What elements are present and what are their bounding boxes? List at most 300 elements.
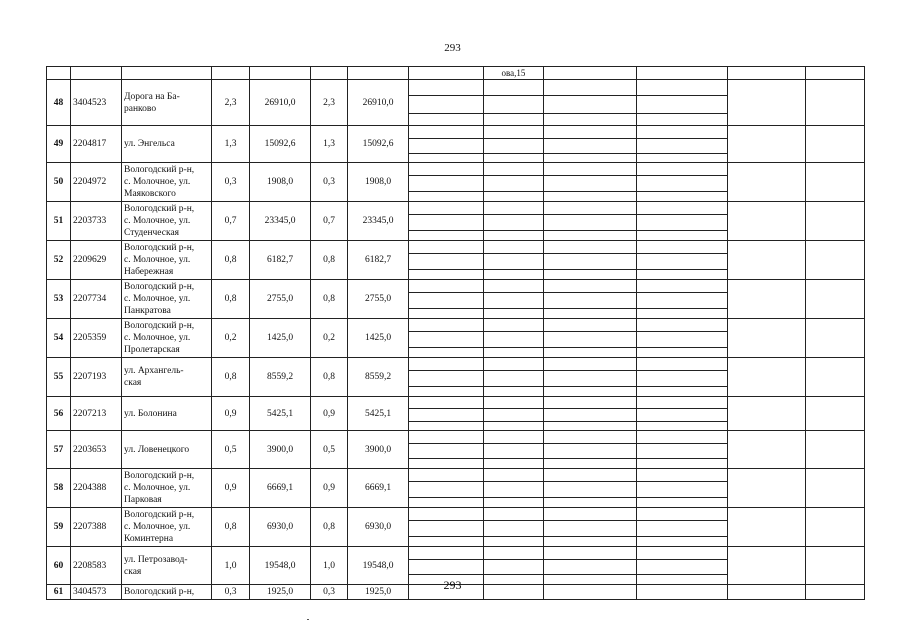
length-2: 0,2 bbox=[311, 319, 348, 358]
cell-rule bbox=[484, 443, 543, 444]
empty-cell bbox=[544, 469, 637, 508]
header-cell bbox=[212, 67, 250, 80]
cell-rule bbox=[409, 214, 483, 215]
cell-rule bbox=[409, 175, 483, 176]
length-1: 0,7 bbox=[212, 202, 250, 241]
empty-cell bbox=[484, 469, 544, 508]
empty-cell bbox=[544, 163, 637, 202]
empty-cell bbox=[637, 163, 728, 202]
empty-cell bbox=[409, 126, 484, 163]
empty-cell bbox=[728, 469, 806, 508]
empty-cell bbox=[484, 80, 544, 126]
cell-rule bbox=[409, 408, 483, 409]
value-2: 26910,0 bbox=[348, 80, 409, 126]
value-1: 1425,0 bbox=[250, 319, 311, 358]
empty-cell bbox=[544, 280, 637, 319]
length-2: 2,3 bbox=[311, 80, 348, 126]
road-name-line: с. Молочное, ул. bbox=[124, 255, 191, 265]
header-cell bbox=[409, 67, 484, 80]
cell-rule bbox=[409, 443, 483, 444]
empty-cell bbox=[637, 202, 728, 241]
cell-rule bbox=[409, 230, 483, 231]
cell-rule bbox=[409, 308, 483, 309]
cell-rule bbox=[409, 497, 483, 498]
length-1: 0,8 bbox=[212, 358, 250, 397]
cell-rule bbox=[544, 153, 636, 154]
cell-rule bbox=[544, 536, 636, 537]
road-code: 2207213 bbox=[71, 397, 122, 431]
empty-cell bbox=[484, 280, 544, 319]
row-number: 48 bbox=[47, 80, 71, 126]
header-cell bbox=[728, 67, 806, 80]
road-code: 2209629 bbox=[71, 241, 122, 280]
header-cell bbox=[348, 67, 409, 80]
row-number: 52 bbox=[47, 241, 71, 280]
cell-rule bbox=[637, 331, 727, 332]
road-name bbox=[122, 319, 212, 358]
value-1: 6182,7 bbox=[250, 241, 311, 280]
empty-cell bbox=[544, 126, 637, 163]
road-name-line: ская bbox=[124, 566, 142, 577]
length-1: 0,9 bbox=[212, 397, 250, 431]
cell-rule bbox=[544, 408, 636, 409]
road-code: 3404523 bbox=[71, 80, 122, 126]
empty-cell bbox=[637, 126, 728, 163]
cell-rule bbox=[637, 191, 727, 192]
cell-rule bbox=[544, 308, 636, 309]
value-1: 15092,6 bbox=[250, 126, 311, 163]
value-2: 1925,0 bbox=[348, 585, 409, 600]
road-code: 2203733 bbox=[71, 202, 122, 241]
cell-rule bbox=[484, 574, 543, 575]
empty-cell bbox=[484, 397, 544, 431]
road-name-line: Вологодский р-н, bbox=[124, 243, 195, 253]
road-name-line: Набережная bbox=[124, 267, 174, 277]
table-row bbox=[47, 202, 865, 241]
length-1: 0,3 bbox=[212, 585, 250, 600]
cell-rule bbox=[484, 138, 543, 139]
cell-rule bbox=[637, 153, 727, 154]
empty-cell bbox=[806, 508, 865, 547]
empty-cell bbox=[409, 241, 484, 280]
cell-rule bbox=[637, 458, 727, 459]
road-name-line: Пролетарская bbox=[124, 345, 180, 355]
cell-rule bbox=[409, 95, 483, 96]
road-name-line: с. Молочное, ул. bbox=[124, 294, 191, 304]
header-cell bbox=[484, 67, 544, 80]
length-1: 0,9 bbox=[212, 469, 250, 508]
value-1: 6930,0 bbox=[250, 508, 311, 547]
cell-rule bbox=[409, 331, 483, 332]
cell-rule bbox=[637, 230, 727, 231]
empty-cell bbox=[637, 397, 728, 431]
road-name-line: Вологодский р-н, bbox=[124, 204, 195, 214]
cell-rule bbox=[637, 497, 727, 498]
value-1: 2755,0 bbox=[250, 280, 311, 319]
cell-rule bbox=[544, 347, 636, 348]
cell-rule bbox=[484, 347, 543, 348]
table-row bbox=[47, 163, 865, 202]
header-note: ова,15 bbox=[501, 68, 526, 78]
road-name-line: с. Молочное, ул. bbox=[124, 177, 191, 187]
empty-cell bbox=[409, 80, 484, 126]
cell-rule bbox=[544, 331, 636, 332]
cell-rule bbox=[484, 386, 543, 387]
road-code: 2203653 bbox=[71, 431, 122, 469]
value-2: 15092,6 bbox=[348, 126, 409, 163]
cell-rule bbox=[484, 230, 543, 231]
road-name-line: Вологодский р-н, bbox=[124, 471, 195, 481]
cell-rule bbox=[484, 214, 543, 215]
empty-cell bbox=[409, 280, 484, 319]
cell-rule bbox=[409, 191, 483, 192]
empty-cell bbox=[637, 469, 728, 508]
cell-rule bbox=[637, 370, 727, 371]
cell-rule bbox=[484, 536, 543, 537]
road-name-line: Панкратова bbox=[124, 306, 171, 316]
cell-rule bbox=[544, 421, 636, 422]
cell-rule bbox=[637, 520, 727, 521]
length-1: 0,2 bbox=[212, 319, 250, 358]
cell-rule bbox=[484, 408, 543, 409]
road-code: 2204972 bbox=[71, 163, 122, 202]
value-2: 8559,2 bbox=[348, 358, 409, 397]
value-2: 6182,7 bbox=[348, 241, 409, 280]
length-2: 0,8 bbox=[311, 508, 348, 547]
empty-cell bbox=[637, 358, 728, 397]
length-2: 0,3 bbox=[311, 585, 348, 600]
cell-rule bbox=[544, 138, 636, 139]
cell-rule bbox=[637, 95, 727, 96]
cell-rule bbox=[484, 481, 543, 482]
road-code: 2204388 bbox=[71, 469, 122, 508]
header-cell bbox=[806, 67, 865, 80]
cell-rule bbox=[484, 113, 543, 114]
cell-rule bbox=[637, 347, 727, 348]
empty-cell bbox=[484, 126, 544, 163]
cell-rule bbox=[637, 113, 727, 114]
empty-cell bbox=[637, 508, 728, 547]
cell-rule bbox=[544, 386, 636, 387]
empty-cell bbox=[544, 319, 637, 358]
length-1: 1,0 bbox=[212, 547, 250, 585]
cell-rule bbox=[544, 95, 636, 96]
road-name-line: с. Молочное, ул. bbox=[124, 333, 191, 343]
length-2: 0,9 bbox=[311, 397, 348, 431]
road-name-line: Вологодский р-н, bbox=[124, 321, 195, 331]
value-2: 6669,1 bbox=[348, 469, 409, 508]
length-2: 1,3 bbox=[311, 126, 348, 163]
value-1: 3900,0 bbox=[250, 431, 311, 469]
road-name-line: с. Молочное, ул. bbox=[124, 483, 191, 493]
length-2: 0,5 bbox=[311, 431, 348, 469]
empty-cell bbox=[728, 241, 806, 280]
row-number: 61 bbox=[47, 585, 71, 600]
cell-rule bbox=[484, 331, 543, 332]
empty-cell bbox=[806, 397, 865, 431]
row-number: 57 bbox=[47, 431, 71, 469]
table-row bbox=[47, 80, 865, 126]
cell-rule bbox=[409, 481, 483, 482]
empty-cell bbox=[637, 319, 728, 358]
cell-rule bbox=[637, 269, 727, 270]
road-name-line: Вологодский р-н, bbox=[124, 282, 195, 292]
cell-rule bbox=[544, 443, 636, 444]
cell-rule bbox=[544, 191, 636, 192]
cell-rule bbox=[409, 370, 483, 371]
empty-cell bbox=[409, 163, 484, 202]
header-strip-row bbox=[47, 67, 865, 80]
road-name bbox=[122, 508, 212, 547]
cell-rule bbox=[637, 214, 727, 215]
empty-cell bbox=[806, 126, 865, 163]
empty-cell bbox=[806, 241, 865, 280]
empty-cell bbox=[484, 358, 544, 397]
row-number: 51 bbox=[47, 202, 71, 241]
value-1: 1925,0 bbox=[250, 585, 311, 600]
row-number: 55 bbox=[47, 358, 71, 397]
header-cell bbox=[122, 67, 212, 80]
road-code: 2208583 bbox=[71, 547, 122, 585]
empty-cell bbox=[728, 126, 806, 163]
header-cell bbox=[637, 67, 728, 80]
cell-rule bbox=[637, 386, 727, 387]
value-2: 19548,0 bbox=[348, 547, 409, 585]
empty-cell bbox=[806, 202, 865, 241]
road-name bbox=[122, 80, 212, 126]
table-row bbox=[47, 358, 865, 397]
road-name-line: Вологодский р-н, bbox=[124, 510, 195, 520]
cell-rule bbox=[544, 574, 636, 575]
empty-cell bbox=[544, 508, 637, 547]
value-1: 26910,0 bbox=[250, 80, 311, 126]
cell-rule bbox=[544, 458, 636, 459]
registry-table-body bbox=[47, 67, 865, 600]
road-name-line: ул. Болонина bbox=[124, 408, 177, 419]
length-2: 0,9 bbox=[311, 469, 348, 508]
empty-cell bbox=[544, 241, 637, 280]
empty-cell bbox=[544, 202, 637, 241]
empty-cell bbox=[637, 241, 728, 280]
road-name-line: Коминтерна bbox=[124, 534, 174, 544]
length-2: 0,8 bbox=[311, 280, 348, 319]
road-name-line: Маяковского bbox=[124, 189, 176, 199]
row-number: 54 bbox=[47, 319, 71, 358]
cell-rule bbox=[484, 559, 543, 560]
length-2: 0,7 bbox=[311, 202, 348, 241]
value-1: 19548,0 bbox=[250, 547, 311, 585]
road-name bbox=[122, 280, 212, 319]
value-1: 6669,1 bbox=[250, 469, 311, 508]
cell-rule bbox=[544, 559, 636, 560]
empty-cell bbox=[484, 508, 544, 547]
empty-cell bbox=[637, 280, 728, 319]
cell-rule bbox=[484, 95, 543, 96]
length-2: 0,8 bbox=[311, 358, 348, 397]
cell-rule bbox=[637, 292, 727, 293]
cell-rule bbox=[409, 347, 483, 348]
length-1: 0,8 bbox=[212, 241, 250, 280]
cell-rule bbox=[409, 421, 483, 422]
length-1: 0,3 bbox=[212, 163, 250, 202]
cell-rule bbox=[484, 253, 543, 254]
row-number: 56 bbox=[47, 397, 71, 431]
empty-cell bbox=[728, 431, 806, 469]
road-name-line: с. Молочное, ул. bbox=[124, 522, 191, 532]
cell-rule bbox=[544, 175, 636, 176]
length-2: 0,8 bbox=[311, 241, 348, 280]
table-row bbox=[47, 319, 865, 358]
value-1: 23345,0 bbox=[250, 202, 311, 241]
road-name-line: Студенческая bbox=[124, 228, 180, 238]
cell-rule bbox=[409, 138, 483, 139]
row-number: 58 bbox=[47, 469, 71, 508]
empty-cell bbox=[728, 280, 806, 319]
empty-cell bbox=[637, 431, 728, 469]
cell-rule bbox=[544, 370, 636, 371]
header-cell bbox=[544, 67, 637, 80]
cell-rule bbox=[637, 574, 727, 575]
empty-cell bbox=[409, 319, 484, 358]
row-number: 50 bbox=[47, 163, 71, 202]
road-name-line: с. Молочное, ул. bbox=[124, 216, 191, 226]
cell-rule bbox=[484, 458, 543, 459]
cell-rule bbox=[409, 386, 483, 387]
table-row bbox=[47, 431, 865, 469]
table-row bbox=[47, 280, 865, 319]
empty-cell bbox=[484, 319, 544, 358]
cell-rule bbox=[544, 230, 636, 231]
cell-rule bbox=[409, 113, 483, 114]
cell-rule bbox=[409, 536, 483, 537]
cell-rule bbox=[544, 497, 636, 498]
cell-rule bbox=[637, 421, 727, 422]
empty-cell bbox=[409, 358, 484, 397]
length-2: 1,0 bbox=[311, 547, 348, 585]
empty-cell bbox=[544, 80, 637, 126]
empty-cell bbox=[484, 431, 544, 469]
road-name-line: Дорога на Ба- bbox=[124, 91, 180, 102]
road-code: 2207734 bbox=[71, 280, 122, 319]
value-2: 1425,0 bbox=[348, 319, 409, 358]
value-1: 5425,1 bbox=[250, 397, 311, 431]
cell-rule bbox=[484, 497, 543, 498]
road-name-line: ранково bbox=[124, 103, 157, 114]
table-row bbox=[47, 508, 865, 547]
road-name-line: ул. Энгельса bbox=[124, 139, 175, 149]
empty-cell bbox=[544, 431, 637, 469]
scan-speck bbox=[307, 619, 309, 620]
road-name bbox=[122, 202, 212, 241]
cell-rule bbox=[637, 138, 727, 139]
empty-cell bbox=[728, 202, 806, 241]
road-name-line: ул. Архангель- bbox=[124, 366, 184, 376]
cell-rule bbox=[484, 269, 543, 270]
empty-cell bbox=[806, 469, 865, 508]
empty-cell bbox=[409, 202, 484, 241]
empty-cell bbox=[728, 163, 806, 202]
cell-rule bbox=[409, 574, 483, 575]
cell-rule bbox=[409, 458, 483, 459]
empty-cell bbox=[728, 80, 806, 126]
road-name bbox=[122, 358, 212, 397]
value-2: 3900,0 bbox=[348, 431, 409, 469]
empty-cell bbox=[806, 280, 865, 319]
page-number-bottom: 293 bbox=[443, 578, 462, 592]
cell-rule bbox=[484, 421, 543, 422]
road-name-line: ул. Петрозавод- bbox=[124, 554, 188, 565]
value-2: 1908,0 bbox=[348, 163, 409, 202]
table-row bbox=[47, 241, 865, 280]
cell-rule bbox=[544, 520, 636, 521]
cell-rule bbox=[637, 408, 727, 409]
empty-cell bbox=[637, 80, 728, 126]
cell-rule bbox=[544, 481, 636, 482]
cell-rule bbox=[637, 175, 727, 176]
cell-rule bbox=[484, 175, 543, 176]
row-number: 59 bbox=[47, 508, 71, 547]
cell-rule bbox=[484, 153, 543, 154]
empty-cell bbox=[484, 163, 544, 202]
empty-cell bbox=[484, 241, 544, 280]
value-1: 1908,0 bbox=[250, 163, 311, 202]
empty-cell bbox=[409, 397, 484, 431]
road-name-line: Вологодский р-н, bbox=[124, 587, 195, 597]
row-number: 49 bbox=[47, 126, 71, 163]
empty-cell bbox=[728, 358, 806, 397]
road-name-line: ская bbox=[124, 378, 142, 388]
cell-rule bbox=[637, 559, 727, 560]
cell-rule bbox=[484, 191, 543, 192]
road-name bbox=[122, 431, 212, 469]
empty-cell bbox=[544, 397, 637, 431]
header-cell bbox=[71, 67, 122, 80]
road-name bbox=[122, 126, 212, 163]
cell-rule bbox=[637, 481, 727, 482]
cell-rule bbox=[409, 520, 483, 521]
cell-rule bbox=[637, 536, 727, 537]
cell-rule bbox=[544, 269, 636, 270]
cell-rule bbox=[409, 269, 483, 270]
table-row bbox=[47, 469, 865, 508]
empty-cell bbox=[409, 508, 484, 547]
road-code: 2207388 bbox=[71, 508, 122, 547]
cell-rule bbox=[484, 292, 543, 293]
value-2: 2755,0 bbox=[348, 280, 409, 319]
empty-cell bbox=[728, 319, 806, 358]
length-1: 2,3 bbox=[212, 80, 250, 126]
road-name-line: Вологодский р-н, bbox=[124, 165, 195, 175]
road-code: 2207193 bbox=[71, 358, 122, 397]
cell-rule bbox=[637, 253, 727, 254]
road-name-line: ул. Ловенецкого bbox=[124, 444, 190, 455]
road-code: 2205359 bbox=[71, 319, 122, 358]
cell-rule bbox=[409, 559, 483, 560]
empty-cell bbox=[409, 431, 484, 469]
length-1: 0,8 bbox=[212, 508, 250, 547]
cell-rule bbox=[484, 520, 543, 521]
cell-rule bbox=[544, 113, 636, 114]
value-2: 23345,0 bbox=[348, 202, 409, 241]
value-2: 6930,0 bbox=[348, 508, 409, 547]
cell-rule bbox=[637, 308, 727, 309]
empty-cell bbox=[544, 358, 637, 397]
length-1: 1,3 bbox=[212, 126, 250, 163]
empty-cell bbox=[806, 319, 865, 358]
empty-cell bbox=[409, 469, 484, 508]
cell-rule bbox=[544, 253, 636, 254]
length-1: 0,8 bbox=[212, 280, 250, 319]
